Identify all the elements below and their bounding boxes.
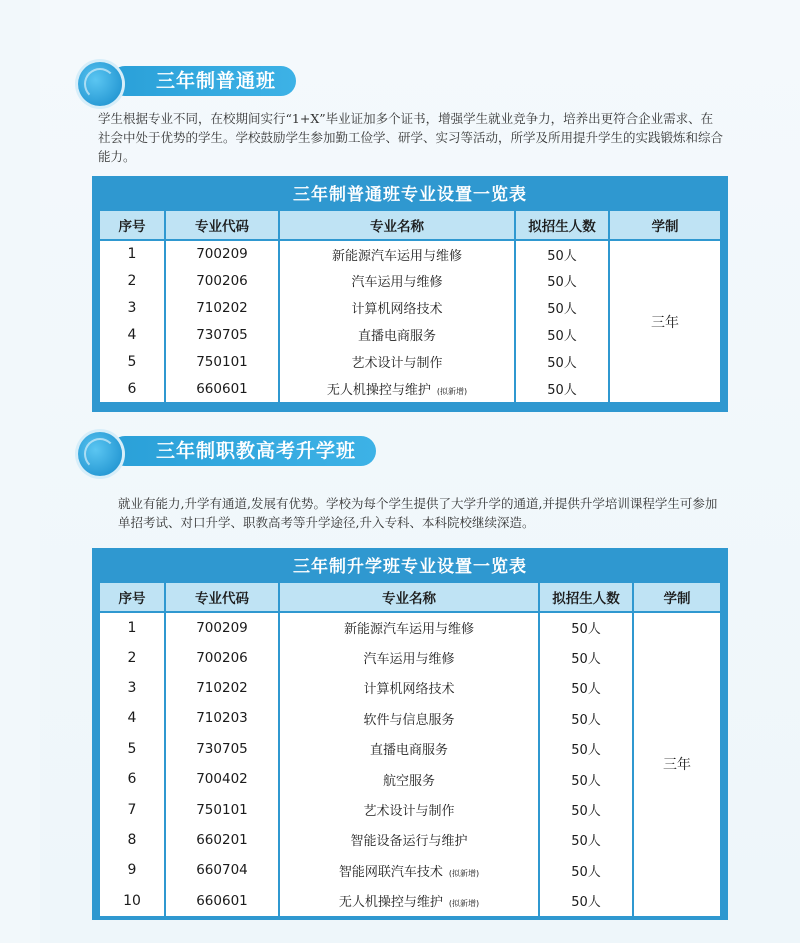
enrollment-count-cell: 50人 (515, 375, 609, 402)
row-number-cell: 2 (99, 267, 165, 294)
header-cell: 专业名称 (279, 582, 539, 612)
major-code-cell: 710202 (165, 294, 279, 321)
major-code-cell: 660601 (165, 375, 279, 402)
major-name-cell (279, 764, 539, 794)
enrollment-count-cell: 50人 (515, 267, 609, 294)
enrollment-count-cell: 50人 (539, 855, 633, 885)
major-name-text: 艺术设计与制作 (363, 804, 455, 820)
row-number-cell: 5 (99, 348, 165, 375)
new-major-note: (拟新增) (448, 868, 480, 878)
row-number-cell: 5 (99, 734, 165, 764)
major-name-text: 航空服务 (382, 773, 435, 789)
table-row (99, 642, 721, 672)
table-exam-prep-class (92, 548, 728, 920)
table-row (99, 794, 721, 824)
header-cell: 专业名称 (279, 210, 515, 240)
major-table (98, 581, 722, 916)
major-name-cell (279, 612, 539, 642)
row-number-cell: 3 (99, 294, 165, 321)
major-name-text: 艺术设计与制作 (351, 356, 443, 371)
enrollment-count-cell: 50人 (539, 794, 633, 824)
major-name-text: 计算机网络技术 (363, 682, 455, 698)
major-name-text: 无人机操控与维护 (338, 895, 443, 911)
section-heading-pill (110, 436, 376, 466)
table-row (99, 855, 721, 885)
major-code-cell: 660201 (165, 825, 279, 855)
major-code-cell: 750101 (165, 348, 279, 375)
major-name-cell (279, 734, 539, 764)
row-number-cell: 1 (99, 240, 165, 267)
major-name-cell (279, 240, 515, 267)
header-cell: 学制 (609, 210, 721, 240)
enrollment-count-cell: 50人 (539, 642, 633, 672)
major-code-cell: 750101 (165, 794, 279, 824)
major-name-cell (279, 825, 539, 855)
row-number-cell: 9 (99, 855, 165, 885)
new-major-note: (拟新增) (448, 899, 480, 909)
enrollment-count-cell: 50人 (515, 240, 609, 267)
duration-cell: 三年 (633, 612, 721, 916)
section-intro-text: 就业有能力,升学有通道,发展有优势。学校为每个学生提供了大学升学的通道,并提供升学培训课程学生可参加单招考试、对口升学、职教高考等升学途径,升入专科、本科院校继续深造。 (118, 496, 718, 530)
enrollment-count-cell: 50人 (539, 886, 633, 916)
row-number-cell: 7 (99, 794, 165, 824)
table-row (99, 734, 721, 764)
header-cell: 序号 (99, 582, 165, 612)
row-number-cell: 6 (99, 764, 165, 794)
major-name-cell (279, 375, 515, 402)
row-number-cell: 2 (99, 642, 165, 672)
major-name-cell (279, 886, 539, 916)
enrollment-count-cell: 50人 (539, 703, 633, 733)
enrollment-count-cell: 50人 (515, 321, 609, 348)
major-code-cell: 700209 (165, 240, 279, 267)
major-name-text: 汽车运用与维修 (351, 275, 443, 290)
section-heading-pill (110, 66, 296, 96)
major-name-text: 新能源汽车运用与维修 (343, 622, 474, 638)
major-code-cell: 660601 (165, 886, 279, 916)
table-row (99, 825, 721, 855)
section-heading-regular (78, 62, 338, 102)
header-cell: 专业代码 (165, 582, 279, 612)
major-name-cell (279, 855, 539, 885)
major-name-cell (279, 267, 515, 294)
section-heading-text: 三年制职教高考升学班 (156, 440, 357, 462)
header-cell: 拟招生人数 (539, 582, 633, 612)
table-row (99, 764, 721, 794)
table-regular-class (92, 176, 728, 412)
section-heading-exam-prep (78, 432, 378, 472)
enrollment-count-cell: 50人 (539, 612, 633, 642)
enrollment-count-cell: 50人 (515, 348, 609, 375)
table-row (99, 673, 721, 703)
table-header-row (99, 582, 721, 612)
row-number-cell: 8 (99, 825, 165, 855)
row-number-cell: 4 (99, 321, 165, 348)
major-name-text: 计算机网络技术 (351, 302, 443, 317)
major-name-text: 直播电商服务 (369, 743, 448, 759)
major-name-text: 智能设备运行与维护 (350, 834, 468, 850)
major-name-cell (279, 294, 515, 321)
enrollment-count-cell: 50人 (539, 673, 633, 703)
new-major-note: (拟新增) (436, 387, 468, 396)
table-title: 三年制升学班专业设置一览表 (293, 557, 527, 577)
major-name-text: 新能源汽车运用与维修 (331, 248, 462, 264)
major-name-cell (279, 673, 539, 703)
table-header-row (99, 210, 721, 240)
major-code-cell: 700206 (165, 642, 279, 672)
header-cell: 专业代码 (165, 210, 279, 240)
enrollment-count-cell: 50人 (539, 825, 633, 855)
major-name-cell (279, 703, 539, 733)
section-heading-text: 三年制普通班 (156, 70, 277, 92)
major-code-cell: 710203 (165, 703, 279, 733)
table-row (99, 240, 721, 267)
major-code-cell: 710202 (165, 673, 279, 703)
section-bullet-icon (78, 432, 122, 476)
major-name-cell (279, 348, 515, 375)
major-code-cell: 730705 (165, 734, 279, 764)
enrollment-count-cell: 50人 (539, 764, 633, 794)
major-name-text: 智能网联汽车技术 (338, 864, 443, 880)
major-name-text: 直播电商服务 (357, 329, 436, 344)
enrollment-count-cell: 50人 (539, 734, 633, 764)
major-code-cell: 700209 (165, 612, 279, 642)
major-name-cell (279, 642, 539, 672)
major-code-cell: 660704 (165, 855, 279, 885)
header-cell: 序号 (99, 210, 165, 240)
row-number-cell: 4 (99, 703, 165, 733)
table-row (99, 703, 721, 733)
section-bullet-icon (78, 62, 122, 106)
major-name-cell (279, 794, 539, 824)
major-code-cell: 700402 (165, 764, 279, 794)
major-name-text: 软件与信息服务 (363, 712, 455, 728)
major-name-text: 汽车运用与维修 (363, 652, 455, 668)
header-cell: 拟招生人数 (515, 210, 609, 240)
major-table (98, 209, 722, 402)
row-number-cell: 3 (99, 673, 165, 703)
table-row (99, 886, 721, 916)
major-code-cell: 730705 (165, 321, 279, 348)
duration-cell: 三年 (609, 240, 721, 402)
header-cell: 学制 (633, 582, 721, 612)
row-number-cell: 1 (99, 612, 165, 642)
row-number-cell: 10 (99, 886, 165, 916)
table-row (99, 612, 721, 642)
section-intro-text: 学生根据专业不同，在校期间实行“1+X”毕业证加多个证书，增强学生就业竞争力，培养出更符合企业需求、在社会中处于优势的学生。学校鼓励学生参加勤工俭学、研学、实习等活动，所学及所用提升学生的实践锻炼和综合能力。 (98, 111, 724, 164)
major-name-cell (279, 321, 515, 348)
major-code-cell: 700206 (165, 267, 279, 294)
enrollment-count-cell: 50人 (515, 294, 609, 321)
major-name-text: 无人机操控与维护 (326, 383, 431, 398)
table-title: 三年制普通班专业设置一览表 (293, 185, 527, 205)
row-number-cell: 6 (99, 375, 165, 402)
